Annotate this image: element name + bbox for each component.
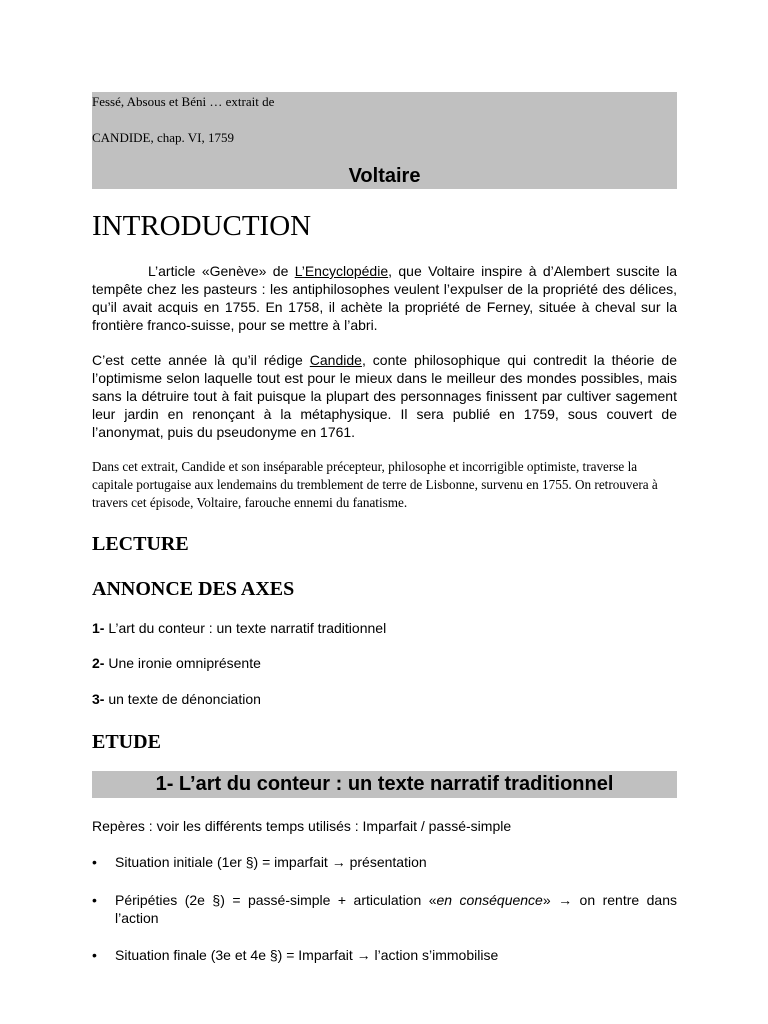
list-item	[92, 946, 677, 964]
axis-number: 1-	[92, 620, 105, 636]
axis-text: un texte de dénonciation	[104, 691, 261, 707]
axis-item-3	[92, 690, 261, 708]
bullet-text	[115, 853, 677, 871]
intro-p1-text-a: L’article «Genève» de	[148, 263, 295, 279]
list-item	[92, 853, 677, 871]
intro-paragraph-3: Dans cet extrait, Candide et son inséparable précepteur, philosophe et incorrigible optimiste, traverse la capitale portugaise aux lendemains du tremblement de terre de Lisbonne, survenu en 1755. On retrouvera à travers cet épisode, Voltaire, farouche ennemi du fanatisme.	[92, 459, 658, 510]
annonce-axes-heading: ANNONCE DES AXES	[92, 578, 295, 600]
introduction-heading: INTRODUCTION	[92, 210, 312, 242]
intro-p1-text-b: , que Voltaire inspire à d’Alembert suscite la tempête chez les pasteurs : les antiphilosophes veulent l’expulser de la propriété des délices, qu’il avait acquis en 1755. En 1758, il achète la propriété de Ferney, située à cheval sur la frontière franco-suisse, pour se mettre à l’abri.	[92, 263, 677, 333]
list-item	[92, 891, 677, 927]
author-name: Voltaire	[348, 165, 421, 187]
etude-heading: ETUDE	[92, 731, 161, 753]
bullet-text-part: on rentre dans l’action	[115, 892, 677, 926]
intro-p2-text-b: , conte philosophique qui contredit la théorie de l’optimisme selon laquelle tout est pour le mieux dans le meilleur des mondes possibles, mais sans la détruire tout à fait puisque la plupart des personnages finissent par cultiver sagement leur jardin en renonçant à la métaphysique. Il sera publié en 1759, sous couvert de l’anonymat, puis du pseudonyme en 1761.	[92, 352, 677, 440]
axis-text: L’art du conteur : un texte narratif traditionnel	[104, 620, 387, 636]
axis-number: 3-	[92, 691, 105, 707]
candide-title: Candide	[309, 352, 362, 368]
bullet-icon: •	[92, 854, 97, 870]
bullet-emphasis: en conséquence	[436, 892, 543, 908]
bullet-text-part: présentation	[345, 854, 427, 870]
encyclopedie-title: L’Encyclopédie	[294, 263, 389, 279]
document-page	[92, 92, 677, 963]
bullet-text	[115, 946, 677, 964]
axis-text: Une ironie omniprésente	[104, 655, 261, 671]
axis-item-1	[92, 619, 386, 637]
bullet-text-part: l’action s’immobilise	[370, 947, 499, 963]
bullet-text-part: Péripéties (2e §) = passé-simple + articulation «	[115, 892, 437, 908]
header-work-line: CANDIDE, chap. VI, 1759	[92, 130, 235, 145]
section-1-title-bar: 1- L’art du conteur : un texte narratif traditionnel	[92, 771, 677, 798]
reperes-line: Repères : voir les différents temps utilisés : Imparfait / passé-simple	[92, 818, 512, 834]
arrow-right-icon: →	[558, 892, 573, 908]
intro-paragraph-1	[92, 262, 677, 334]
lecture-heading: LECTURE	[92, 533, 189, 555]
intro-p2-text-a: C’est cette année là qu’il rédige	[92, 352, 310, 368]
bullet-icon: •	[92, 892, 97, 908]
bullet-text-part: Situation finale (3e et 4e §) = Imparfait	[115, 947, 357, 963]
axis-item-2	[92, 654, 261, 672]
bullet-icon: •	[92, 947, 97, 963]
axis-number: 2-	[92, 655, 105, 671]
intro-paragraph-2	[92, 351, 677, 441]
bullet-text	[115, 891, 677, 927]
arrow-right-icon: →	[356, 947, 371, 963]
arrow-right-icon: →	[331, 854, 346, 870]
bullet-text-part: Situation initiale (1er §) = imparfait	[115, 854, 332, 870]
header-subtitle-line: Fessé, Absous et Béni … extrait de	[92, 94, 275, 109]
title-header-box	[92, 92, 677, 189]
bullet-text-part: »	[542, 892, 559, 908]
